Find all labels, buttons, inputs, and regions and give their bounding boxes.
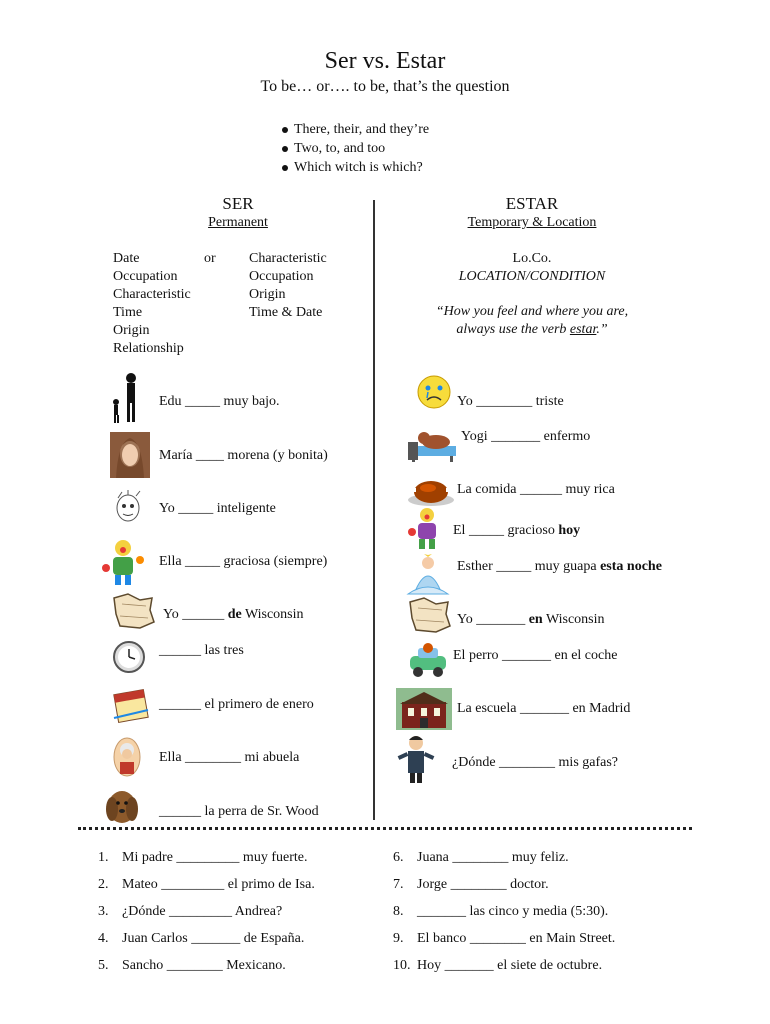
ser-heading: SER xyxy=(222,194,254,213)
exercise-number: 1. xyxy=(98,850,109,865)
calendar-icon xyxy=(110,688,152,724)
bullet-text: Two, to, and too xyxy=(294,141,386,156)
bullet-list xyxy=(282,120,429,177)
exercise-text: Mi padre _________ muy fuerte. xyxy=(122,850,308,865)
ser-list-item: Origin xyxy=(113,323,150,338)
ser-example-4: Ella _____ graciosa (siempre) xyxy=(159,554,328,569)
confused-man-icon xyxy=(396,734,436,784)
princess-icon xyxy=(404,554,452,596)
turkey-icon xyxy=(406,478,456,508)
dotted-separator xyxy=(78,827,692,830)
example-text: Yo _______ xyxy=(457,612,529,627)
exercise-number: 6. xyxy=(393,850,404,865)
exercise-text: Jorge ________ doctor. xyxy=(417,877,549,892)
exercise-item xyxy=(393,898,615,925)
bullet-item xyxy=(282,158,429,177)
estar-quote-line xyxy=(402,321,662,339)
page-subtitle: To be… or…. to be, that’s the question xyxy=(260,78,510,95)
exercise-text: Sancho ________ Mexicano. xyxy=(122,958,286,973)
estar-example-5 xyxy=(457,559,662,575)
exercise-item xyxy=(98,871,315,898)
exercise-number: 3. xyxy=(98,904,109,919)
ser-example-3: Yo _____ inteligente xyxy=(159,501,276,516)
bullet-dot-icon xyxy=(282,146,288,152)
ser-list-item: Characteristic xyxy=(249,251,327,266)
exercise-number: 10. xyxy=(393,958,411,973)
estar-example-2: Yogi _______ enfermo xyxy=(461,429,591,444)
estar-example-8: La escuela _______ en Madrid xyxy=(457,701,631,716)
estar-heading: ESTAR xyxy=(505,194,559,213)
page-title: Ser vs. Estar xyxy=(324,48,446,74)
exercise-item xyxy=(98,952,315,979)
ser-list-item: Date xyxy=(113,251,140,266)
estar-example-9: ¿Dónde ________ mis gafas? xyxy=(452,755,619,770)
exercise-item xyxy=(393,925,615,952)
ser-list-item: Time & Date xyxy=(249,305,323,320)
ser-list-item: Characteristic xyxy=(113,287,191,302)
example-text: Wisconsin xyxy=(542,612,605,627)
quote-verb: estar xyxy=(569,322,597,337)
bullet-dot-icon xyxy=(282,127,288,133)
exercise-number: 5. xyxy=(98,958,109,973)
example-bold: en xyxy=(528,612,543,627)
ser-list-item: Time xyxy=(113,305,143,320)
sketch-head-icon xyxy=(112,490,146,526)
clock-icon xyxy=(112,640,146,674)
estar-quote xyxy=(402,303,662,339)
exercise-list-right xyxy=(393,844,615,979)
exercise-number: 7. xyxy=(393,877,404,892)
exercise-text: Mateo _________ el primo de Isa. xyxy=(122,877,315,892)
example-bold: hoy xyxy=(558,523,581,538)
example-text: Wisconsin xyxy=(241,607,304,622)
ser-example-2: María ____ morena (y bonita) xyxy=(159,448,328,463)
ser-list-item: Origin xyxy=(249,287,286,302)
column-divider xyxy=(373,200,375,820)
estar-example-3: La comida ______ muy rica xyxy=(457,482,615,497)
exercise-number: 2. xyxy=(98,877,109,892)
clown-icon xyxy=(406,506,448,550)
clown-icon xyxy=(100,538,146,586)
ser-subheading: Permanent xyxy=(208,215,268,230)
estar-subheading: Temporary & Location xyxy=(467,215,597,230)
ser-example-8: Ella ________ mi abuela xyxy=(159,750,300,765)
example-text: El _____ gracioso xyxy=(453,523,559,538)
bullet-dot-icon xyxy=(282,165,288,171)
ser-list-right xyxy=(249,250,327,322)
exercise-number: 4. xyxy=(98,931,109,946)
estar-example-4 xyxy=(453,523,580,539)
exercise-text: Hoy _______ el siete de octubre. xyxy=(417,958,603,973)
ser-or-label: or xyxy=(204,251,216,266)
estar-example-6 xyxy=(457,612,605,628)
exercise-item xyxy=(393,844,615,871)
exercise-text: Juana ________ muy feliz. xyxy=(417,850,569,865)
ser-example-1: Edu _____ muy bajo. xyxy=(159,394,280,409)
example-text: Esther _____ muy guapa xyxy=(457,559,601,574)
exercise-item xyxy=(393,871,615,898)
estar-quote-line: “How you feel and where you are, xyxy=(435,304,629,319)
exercise-number: 9. xyxy=(393,931,404,946)
school-building-icon xyxy=(396,688,452,730)
bullet-text: There, their, and they’re xyxy=(294,122,430,137)
exercise-number: 8. xyxy=(393,904,404,919)
stick-figures-icon xyxy=(110,372,144,424)
exercise-list-left xyxy=(98,844,315,979)
sick-bear-icon xyxy=(406,428,458,462)
bullet-text: Which witch is which? xyxy=(294,160,423,175)
dog-icon xyxy=(102,785,142,827)
example-text: Yo ______ xyxy=(163,607,228,622)
ser-list-item: Occupation xyxy=(249,269,314,284)
quote-text: .” xyxy=(596,322,608,337)
estar-loco: Lo.Co. xyxy=(512,251,552,266)
ser-example-9: ______ la perra de Sr. Wood xyxy=(159,804,319,819)
exercise-item xyxy=(98,925,315,952)
quote-text: always use the verb xyxy=(456,322,570,337)
ser-example-5 xyxy=(163,607,304,623)
grandmother-icon xyxy=(112,736,142,778)
ser-list-item: Relationship xyxy=(113,341,184,356)
estar-example-1: Yo ________ triste xyxy=(457,394,564,409)
example-bold: de xyxy=(227,607,242,622)
example-bold: esta noche xyxy=(600,559,662,574)
dog-car-icon xyxy=(406,640,450,680)
estar-loco-full: LOCATION/CONDITION xyxy=(458,269,606,284)
ser-list-left xyxy=(113,250,191,358)
bullet-item xyxy=(282,120,429,139)
exercise-text: Juan Carlos _______ de España. xyxy=(122,931,305,946)
exercise-item xyxy=(393,952,615,979)
wisconsin-map-icon xyxy=(110,592,156,632)
estar-example-7: El perro _______ en el coche xyxy=(453,648,618,663)
exercise-text: El banco ________ en Main Street. xyxy=(417,931,616,946)
bullet-item xyxy=(282,139,429,158)
ser-list-item: Occupation xyxy=(113,269,178,284)
woman-portrait-icon xyxy=(110,432,150,478)
wisconsin-map-icon xyxy=(406,596,452,636)
exercise-item xyxy=(98,844,315,871)
exercise-text: ¿Dónde _________ Andrea? xyxy=(122,904,283,919)
ser-example-6: ______ las tres xyxy=(159,643,244,658)
ser-example-7: ______ el primero de enero xyxy=(159,697,314,712)
exercise-text: _______ las cinco y media (5:30). xyxy=(417,904,609,919)
sad-face-icon xyxy=(416,374,452,410)
exercise-item xyxy=(98,898,315,925)
